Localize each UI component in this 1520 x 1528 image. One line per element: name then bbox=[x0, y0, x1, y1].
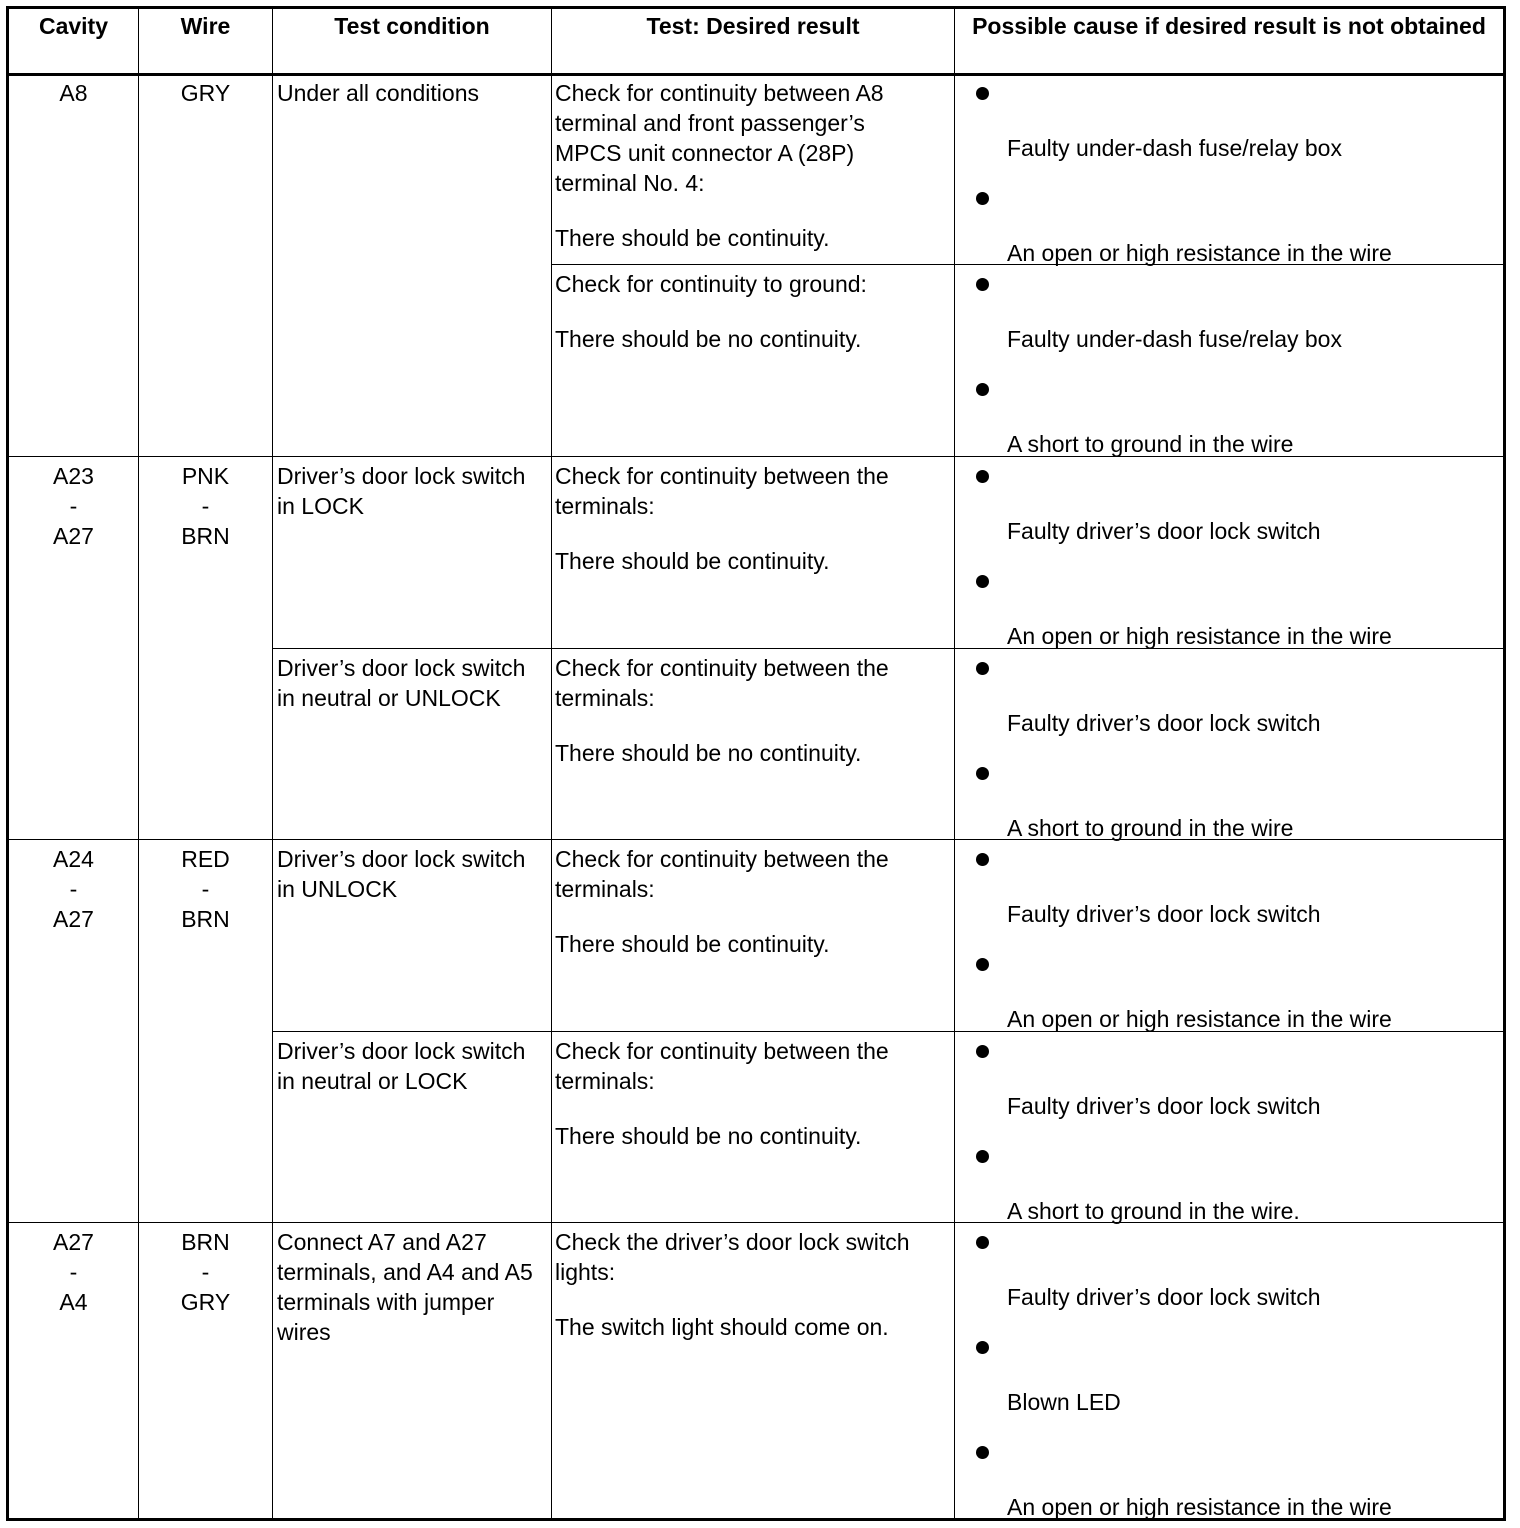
wire-color-value: - bbox=[201, 1259, 210, 1285]
test-condition-text: Driver’s door lock switch in LOCK bbox=[277, 463, 526, 519]
wire-color-value: BRN bbox=[181, 1229, 230, 1255]
desired-result-text: MPCS unit connector A (28P) bbox=[555, 140, 855, 166]
possible-cause-text: Faulty driver’s door lock switch bbox=[1007, 1093, 1321, 1119]
desired-result-outcome: There should be no continuity. bbox=[555, 740, 862, 766]
bullet-icon bbox=[976, 958, 989, 971]
header-desired-result: Test: Desired result bbox=[646, 13, 860, 39]
bullet-icon bbox=[976, 87, 989, 100]
desired-result-text: terminals: bbox=[555, 876, 655, 902]
cavity-value: A8 bbox=[59, 80, 88, 106]
cavity-value: A27 bbox=[53, 1229, 94, 1255]
bullet-icon bbox=[976, 662, 989, 675]
continuity-test-table bbox=[6, 6, 1506, 1521]
bullet-icon bbox=[976, 853, 989, 866]
cavity-value: A23 bbox=[53, 463, 94, 489]
bullet-icon bbox=[976, 1150, 989, 1163]
desired-result-text: Check for continuity between A8 bbox=[555, 80, 884, 106]
desired-result-text: Check the driver’s door lock switch bbox=[555, 1229, 910, 1255]
bullet-icon bbox=[976, 1236, 989, 1249]
possible-cause-text: Faulty under-dash fuse/relay box bbox=[1007, 135, 1342, 161]
bullet-icon bbox=[976, 192, 989, 205]
desired-result-outcome: There should be continuity. bbox=[555, 548, 830, 574]
possible-cause-text: Faulty driver’s door lock switch bbox=[1007, 901, 1321, 927]
desired-result-outcome: There should be continuity. bbox=[555, 931, 830, 957]
cavity-value: - bbox=[69, 1259, 78, 1285]
possible-cause-text: A short to ground in the wire. bbox=[1007, 1198, 1300, 1224]
desired-result-text: terminal and front passenger’s bbox=[555, 110, 865, 136]
possible-cause-text: Blown LED bbox=[1007, 1389, 1121, 1415]
desired-result-text: Check for continuity to ground: bbox=[555, 271, 867, 297]
row-divider bbox=[272, 648, 1503, 649]
wire-color-value: BRN bbox=[181, 523, 230, 549]
possible-cause-text: Faulty driver’s door lock switch bbox=[1007, 518, 1321, 544]
group-divider bbox=[9, 456, 1503, 457]
possible-cause-text: An open or high resistance in the wire bbox=[1007, 240, 1392, 266]
desired-result-text: terminals: bbox=[555, 493, 655, 519]
cavity-value: - bbox=[69, 493, 78, 519]
wire-color-value: - bbox=[201, 876, 210, 902]
desired-result-text: Check for continuity between the bbox=[555, 1038, 889, 1064]
desired-result-text: lights: bbox=[555, 1259, 616, 1285]
wire-color-value: - bbox=[201, 493, 210, 519]
test-condition-text: Driver’s door lock switch in UNLOCK bbox=[277, 846, 526, 902]
header-divider bbox=[9, 73, 1503, 76]
wire-color-value: PNK bbox=[181, 463, 230, 489]
desired-result-text: terminal No. 4: bbox=[555, 170, 705, 196]
column-divider bbox=[272, 9, 273, 1518]
cavity-value: A24 bbox=[53, 846, 94, 872]
test-condition-text: Under all conditions bbox=[277, 80, 480, 106]
desired-result-text: Check for continuity between the bbox=[555, 463, 889, 489]
desired-result-outcome: The switch light should come on. bbox=[555, 1314, 889, 1340]
possible-cause-text: A short to ground in the wire bbox=[1007, 815, 1294, 841]
possible-cause-text: A short to ground in the wire bbox=[1007, 431, 1294, 457]
group-divider bbox=[9, 1222, 1503, 1223]
possible-cause-text: An open or high resistance in the wire bbox=[1007, 1006, 1392, 1032]
wire-color-value: BRN bbox=[181, 906, 230, 932]
column-divider bbox=[954, 9, 955, 1518]
row-divider bbox=[551, 264, 1503, 265]
possible-cause-text: Faulty under-dash fuse/relay box bbox=[1007, 326, 1342, 352]
wire-color-value: RED bbox=[181, 846, 230, 872]
cavity-value: - bbox=[69, 876, 78, 902]
bullet-icon bbox=[976, 383, 989, 396]
desired-result-text: Check for continuity between the bbox=[555, 846, 889, 872]
row-divider bbox=[272, 1031, 1503, 1032]
wire-color-value: GRY bbox=[180, 1289, 231, 1315]
cavity-value: A27 bbox=[53, 906, 94, 932]
bullet-icon bbox=[976, 1446, 989, 1459]
wire-color-value: GRY bbox=[180, 80, 231, 106]
desired-result-outcome: There should be no continuity. bbox=[555, 1123, 862, 1149]
test-condition-text: Driver’s door lock switch in neutral or UNLOCK bbox=[277, 655, 526, 711]
test-condition-text: Connect A7 and A27 terminals, and A4 and A5 terminals with jumper wires bbox=[277, 1229, 533, 1345]
desired-result-outcome: There should be continuity. bbox=[555, 225, 830, 251]
bullet-icon bbox=[976, 1341, 989, 1354]
possible-cause-text: Faulty driver’s door lock switch bbox=[1007, 710, 1321, 736]
test-condition-text: Driver’s door lock switch in neutral or LOCK bbox=[277, 1038, 526, 1094]
bullet-icon bbox=[976, 1045, 989, 1058]
possible-cause-text: An open or high resistance in the wire bbox=[1007, 1494, 1392, 1520]
desired-result-outcome: There should be no continuity. bbox=[555, 326, 862, 352]
bullet-icon bbox=[976, 278, 989, 291]
column-divider bbox=[551, 9, 552, 1518]
bullet-icon bbox=[976, 575, 989, 588]
header-possible-cause: Possible cause if desired result is not obtained bbox=[972, 13, 1486, 39]
header-test-condition: Test condition bbox=[334, 13, 490, 39]
cavity-value: A27 bbox=[53, 523, 94, 549]
group-divider bbox=[9, 839, 1503, 840]
possible-cause-text: An open or high resistance in the wire bbox=[1007, 623, 1392, 649]
possible-cause-text: Faulty driver’s door lock switch bbox=[1007, 1284, 1321, 1310]
desired-result-text: Check for continuity between the bbox=[555, 655, 889, 681]
bullet-icon bbox=[976, 767, 989, 780]
header-wire: Wire bbox=[180, 13, 231, 39]
header-cavity: Cavity bbox=[38, 13, 109, 39]
desired-result-text: terminals: bbox=[555, 685, 655, 711]
bullet-icon bbox=[976, 470, 989, 483]
desired-result-text: terminals: bbox=[555, 1068, 655, 1094]
cavity-value: A4 bbox=[59, 1289, 88, 1315]
